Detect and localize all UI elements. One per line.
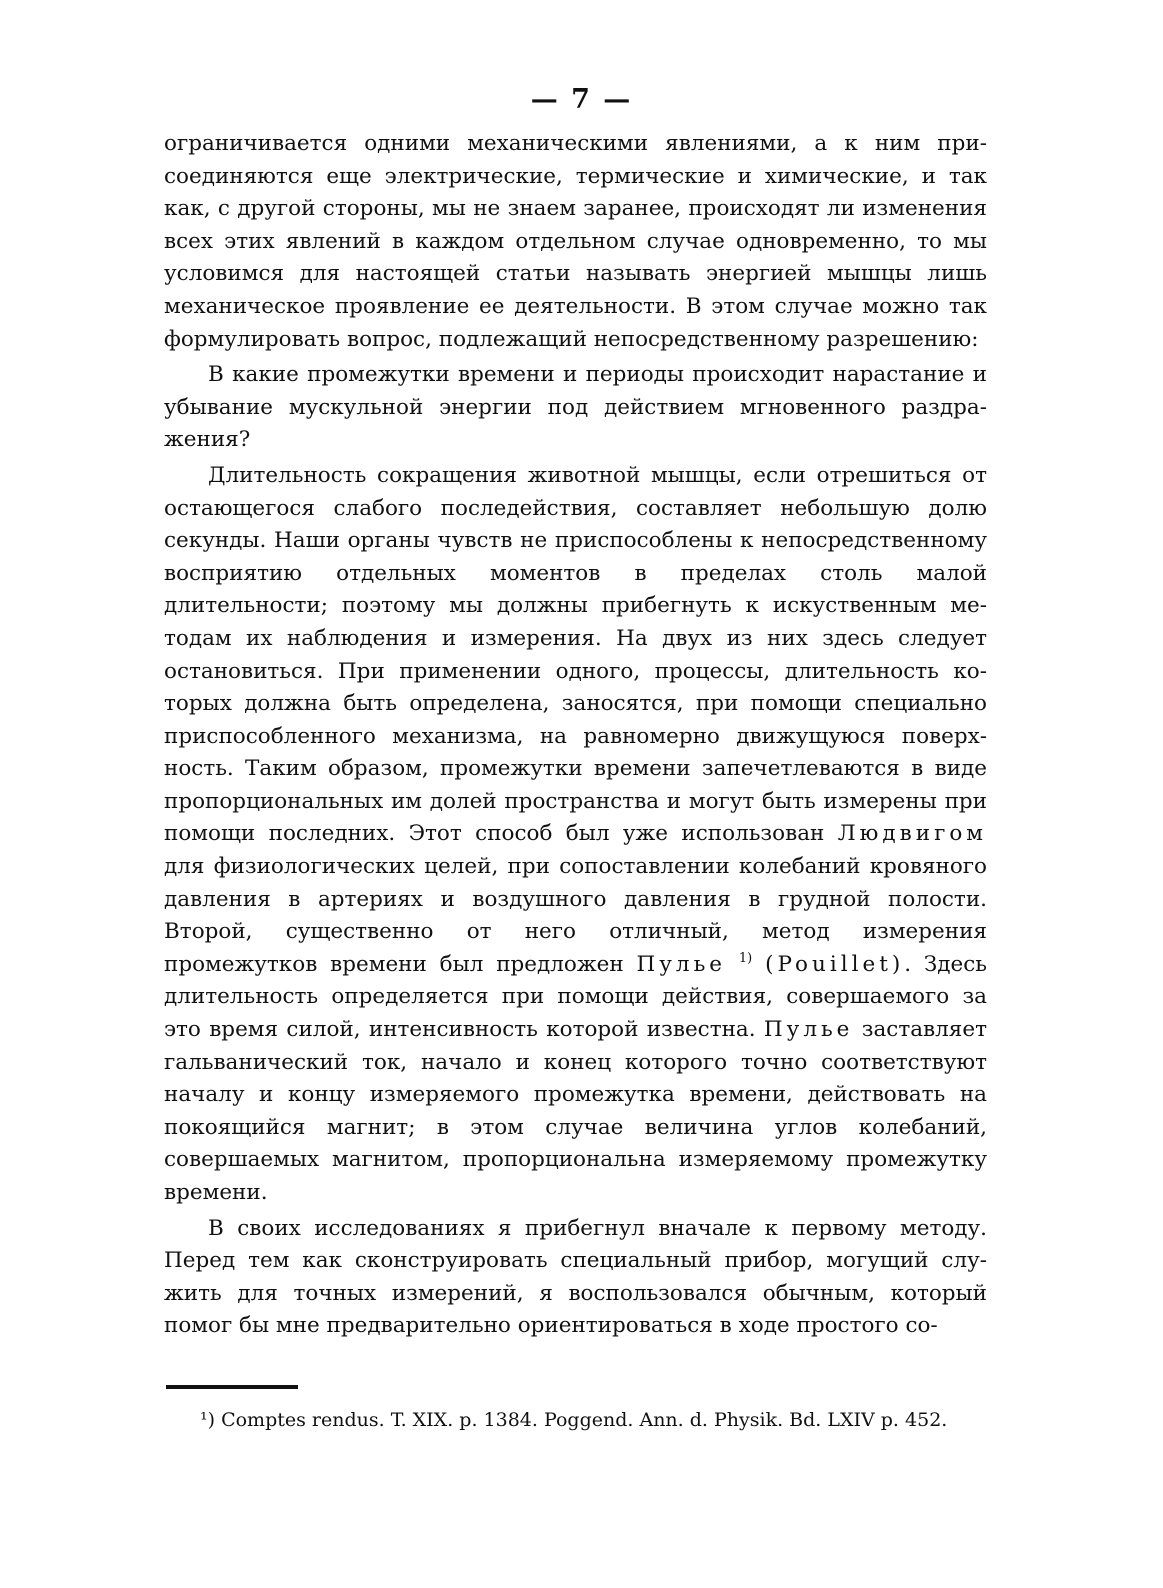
author-name-pulye-second: Пулье (763, 1017, 854, 1043)
paragraph-3 (164, 460, 987, 1210)
paragraph-4: В своих исследованиях я прибегнул вначале к первому методу. Перед тем как сконструировать специальный прибор, могущий служить для точных измерений, я воспользовался обычным, который помог бы мне предварительно ориентироваться в ходе простого со- (164, 1215, 987, 1339)
footnote-reference[interactable]: 1) (738, 950, 753, 966)
paragraph-3-part-3: . Здесь длительность определяется при помощи действия, совершаемого за это время силой, интенсивность которой известна. (164, 951, 987, 1043)
author-name-pouillet: (Pouillet) (765, 951, 905, 977)
body-text (164, 128, 987, 1343)
footnote-text: Comptes rendus. T. XIX. p. 1384. Poggend. Ann. d. Physik. Bd. LXIV p. 452. (221, 1409, 948, 1431)
paragraph-3-part-4: заставляет гальванический ток, начало и конец которого точно соответствуют началу и концу измеряемого промежутка времени, действовать на покоящийся магнит; в этом случае величина углов колебаний, совершаемых магнитом, пропорциональна измеряемому промежутку времени. (164, 1017, 987, 1205)
paragraph-3-part-2: для физиологических целей, при сопоставлении колебаний кровяного давления в артериях и воздушного давления в грудной полости. Второй, существенно от него отличный, метод измерения промежутков времени был предложен (164, 854, 987, 977)
paragraph-1: ограничивается одними механическими явлениями, а к ним присоединяются еще электрические, термические и химические, и так как, с другой стороны, мы не знаем заранее, происходят ли изменения всех этих явлений в каждом отдельном случае одновременно, то мы условимся для настоящей статьи называть энергией мышцы лишь механическое проявление ее деятельности. В этом случае можно так формулировать вопрос, подлежащий непосредственному разрешению: (164, 131, 987, 352)
footnote-mark: ¹) (200, 1409, 216, 1431)
paragraph-3-part-1: Длительность сокращения животной мышцы, если отрешиться от остающегося слабого последействия, составляет небольшую долю секунды. Наши органы чувств не приспособлены к непосредственному восприятию отдельных моментов в пределах столь малой длительности; поэтому мы должны прибегнуть к искуственным методам их наблюдения и измерения. На двух из них здесь следует остановиться. При применении одного, процессы, длительность которых должна быть определена, заносятся, при помощи специально приспособленного механизма, на равномерно движущуюся поверхность. Таким образом, промежутки времени запечетлеваются в виде пропорциональных им долей пространства и могут быть измерены при помощи последних. Этот способ был уже использован (164, 462, 987, 847)
footnote-divider (166, 1385, 298, 1389)
author-name-ludwig: Людвигом (837, 821, 987, 847)
paragraph-2: В какие промежутки времени и периоды происходит нарастание и убывание мускульной энергии под действием мгновенного раздражения? (164, 362, 987, 453)
page-number: — 7 — (530, 84, 633, 115)
footnote (200, 1406, 947, 1434)
author-name-pulye: Пулье (636, 951, 727, 977)
